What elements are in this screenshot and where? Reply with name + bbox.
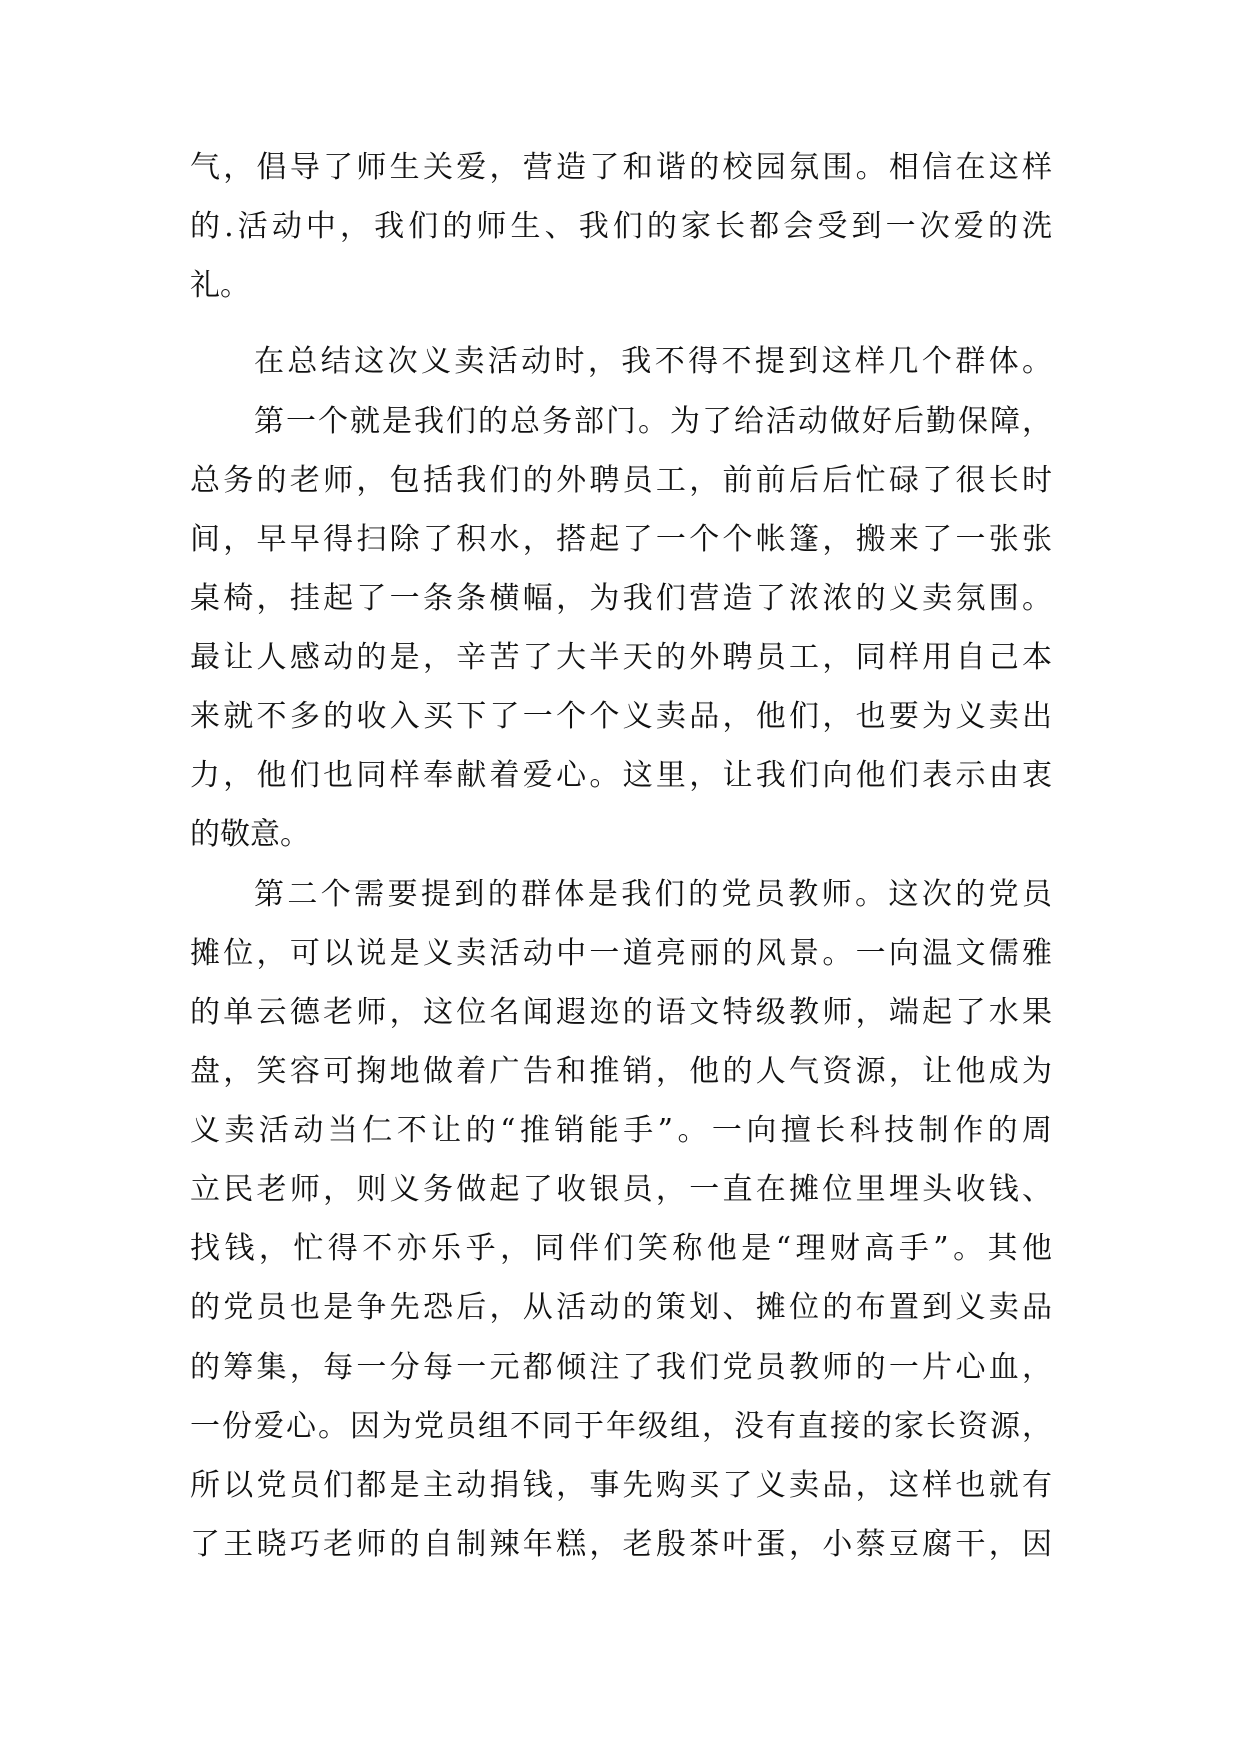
text-line: 间，早早得扫除了积水，搭起了一个个帐篷，搬来了一张张	[190, 522, 1052, 557]
text-line: 所以党员们都是主动捐钱，事先购买了义卖品，这样也就有	[190, 1468, 1052, 1503]
text-line: 最让人感动的是，辛苦了大半天的外聘员工，同样用自己本	[190, 640, 1052, 675]
text-line: 的.活动中，我们的师生、我们的家长都会受到一次爱的洗	[190, 209, 1052, 244]
text-line: 立民老师，则义务做起了收银员，一直在摊位里埋头收钱、	[190, 1172, 1052, 1207]
text-line: 一份爱心。因为党员组不同于年级组，没有直接的家长资源，	[190, 1409, 1052, 1444]
text-line: 盘，笑容可掬地做着广告和推销，他的人气资源，让他成为	[190, 1054, 1052, 1089]
text-line: 来就不多的收入买下了一个个义卖品，他们，也要为义卖出	[190, 699, 1052, 734]
text-line: 了王晓巧老师的自制辣年糕，老殷茶叶蛋，小蔡豆腐干，因	[190, 1527, 1052, 1562]
text-line: 气，倡导了师生关爱，营造了和谐的校园氛围。相信在这样	[190, 150, 1052, 185]
paragraph-first-line: 在总结这次义卖活动时，我不得不提到这样几个群体。	[254, 344, 1052, 379]
text-line: 的敬意。	[190, 817, 310, 852]
text-line: 找钱，忙得不亦乐乎，同伴们笑称他是“理财高手”。其他	[190, 1231, 1052, 1266]
text-line: 礼。	[190, 268, 250, 303]
paragraph-first-line: 第一个就是我们的总务部门。为了给活动做好后勤保障，	[254, 404, 1052, 439]
text-line: 的单云德老师，这位名闻遐迩的语文特级教师，端起了水果	[190, 995, 1052, 1030]
text-line: 的党员也是争先恐后，从活动的策划、摊位的布置到义卖品	[190, 1290, 1052, 1325]
text-line: 总务的老师，包括我们的外聘员工，前前后后忙碌了很长时	[190, 463, 1052, 498]
text-line: 义卖活动当仁不让的“推销能手”。一向擅长科技制作的周	[190, 1113, 1052, 1148]
text-line: 摊位，可以说是义卖活动中一道亮丽的风景。一向温文儒雅	[190, 936, 1052, 971]
text-line: 桌椅，挂起了一条条横幅，为我们营造了浓浓的义卖氛围。	[190, 581, 1052, 616]
text-line: 的筹集，每一分每一元都倾注了我们党员教师的一片心血，	[190, 1350, 1052, 1385]
paragraph-first-line: 第二个需要提到的群体是我们的党员教师。这次的党员	[254, 877, 1052, 912]
text-line: 力，他们也同样奉献着爱心。这里，让我们向他们表示由衷	[190, 758, 1052, 793]
